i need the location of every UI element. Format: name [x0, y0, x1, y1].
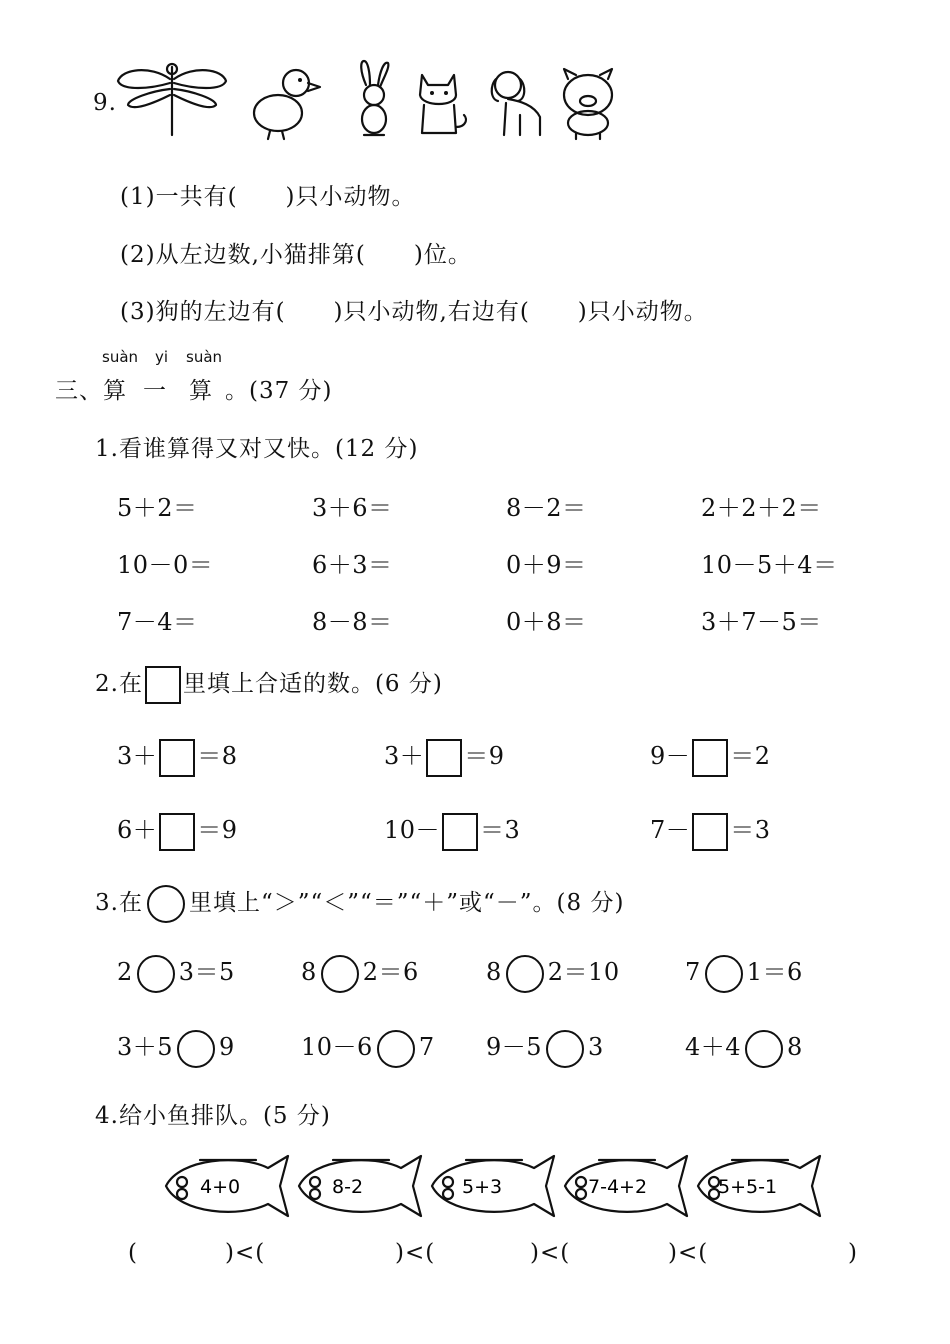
- equation: 0＋9＝: [506, 551, 587, 579]
- part2-title: [95, 665, 443, 704]
- section-prefix: 三、: [55, 378, 103, 404]
- pinyin-2: yi: [155, 348, 169, 366]
- part4-title: 4.给小鱼排队。(5 分): [95, 1103, 331, 1129]
- part3-title-b: 里填上“＞”“＜”“＝”“＋”或“－”。(8 分): [188, 890, 625, 916]
- fish-icon: [432, 1156, 554, 1216]
- q9-item-2: (2)从左边数,小猫排第( )位。: [120, 242, 472, 268]
- compare-item: [117, 1027, 235, 1068]
- question-number: 9.: [93, 90, 117, 116]
- order-paren: )<(: [395, 1240, 436, 1266]
- fill-equation: [117, 736, 238, 777]
- answer-box[interactable]: [426, 739, 462, 777]
- answer-circle[interactable]: [321, 955, 359, 993]
- equation: 8－8＝: [312, 608, 393, 636]
- answer-circle[interactable]: [705, 955, 743, 993]
- equation: 6＋3＝: [312, 551, 393, 579]
- eq-left: 7－: [650, 816, 691, 844]
- compare-item: [301, 1027, 435, 1068]
- fish-label: 5+5-1: [718, 1176, 778, 1198]
- fish-label: 7-4+2: [588, 1176, 648, 1198]
- fill-equation: [650, 810, 771, 851]
- equation: 2＋2＋2＝: [701, 494, 822, 522]
- fish-row: [160, 1150, 830, 1225]
- eq-left: 6＋: [117, 816, 158, 844]
- fish-icon: [299, 1156, 421, 1216]
- cmp-right: 1＝6: [746, 958, 803, 986]
- q9-item-1: (1)一共有( )只小动物。: [120, 184, 416, 210]
- fish-label: 8-2: [332, 1176, 364, 1198]
- equation: 10－5＋4＝: [701, 551, 838, 579]
- animal-row: [110, 55, 650, 145]
- fill-equation: [384, 736, 505, 777]
- cmp-left: 8: [301, 958, 317, 986]
- eq-right: ＝9: [464, 742, 505, 770]
- answer-box[interactable]: [692, 813, 728, 851]
- cmp-left: 9－5: [486, 1033, 543, 1061]
- compare-item: [301, 952, 419, 993]
- fill-equation: [384, 810, 520, 851]
- fish-label: 4+0: [200, 1176, 241, 1198]
- eq-right: ＝8: [197, 742, 238, 770]
- eq-left: 3＋: [384, 742, 425, 770]
- fill-equation: [117, 810, 238, 851]
- cat-icon: [420, 75, 466, 133]
- cmp-left: 7: [685, 958, 701, 986]
- equation: 8－2＝: [506, 494, 587, 522]
- part1-title: 1.看谁算得又对又快。(12 分): [95, 436, 419, 462]
- answer-box[interactable]: [692, 739, 728, 777]
- dragonfly-icon: [118, 64, 226, 135]
- compare-item: [486, 952, 620, 993]
- part3-title: [95, 884, 624, 923]
- part3-title-a: 3.在: [95, 890, 143, 916]
- part2-title-b: 里填上合适的数。(6 分): [182, 671, 443, 697]
- answer-circle[interactable]: [506, 955, 544, 993]
- answer-box[interactable]: [159, 739, 195, 777]
- cmp-left: 10－6: [301, 1033, 373, 1061]
- eq-right: ＝9: [197, 816, 238, 844]
- equation: 3＋7－5＝: [701, 608, 822, 636]
- answer-circle[interactable]: [546, 1030, 584, 1068]
- blank-box-icon: [145, 666, 181, 704]
- part2-title-a: 2.在: [95, 671, 143, 697]
- eq-left: 9－: [650, 742, 691, 770]
- title-char-2: 一: [143, 378, 167, 404]
- cmp-left: 4＋4: [685, 1033, 742, 1061]
- answer-circle[interactable]: [745, 1030, 783, 1068]
- dog-icon: [492, 72, 540, 135]
- cmp-right: 2＝10: [547, 958, 620, 986]
- answer-circle[interactable]: [177, 1030, 215, 1068]
- cmp-left: 2: [117, 958, 133, 986]
- equation: 5＋2＝: [117, 494, 198, 522]
- eq-right: ＝3: [480, 816, 521, 844]
- cmp-right: 8: [787, 1033, 803, 1061]
- section-title: [55, 372, 333, 405]
- compare-item: [117, 952, 235, 993]
- cmp-left: 8: [486, 958, 502, 986]
- eq-left: 10－: [384, 816, 441, 844]
- order-paren: )<(: [668, 1240, 709, 1266]
- eq-right: ＝2: [730, 742, 771, 770]
- fish-icon: [698, 1156, 820, 1216]
- cmp-right: 2＝6: [362, 958, 419, 986]
- chick-icon: [254, 70, 320, 139]
- cmp-right: 9: [219, 1033, 235, 1061]
- order-paren: )<(: [530, 1240, 571, 1266]
- title-char-1: 算: [103, 378, 127, 404]
- title-char-3: 算: [189, 378, 213, 404]
- cmp-right: 3: [588, 1033, 604, 1061]
- answer-circle[interactable]: [137, 955, 175, 993]
- cmp-right: 3＝5: [178, 958, 235, 986]
- fish-label: 5+3: [462, 1176, 503, 1198]
- answer-box[interactable]: [442, 813, 478, 851]
- order-paren: (: [128, 1240, 138, 1266]
- order-paren: ): [848, 1240, 858, 1266]
- order-paren: )<(: [225, 1240, 266, 1266]
- fill-equation: [650, 736, 771, 777]
- q9-item-3: (3)狗的左边有( )只小动物,右边有( )只小动物。: [120, 299, 708, 325]
- eq-left: 3＋: [117, 742, 158, 770]
- eq-right: ＝3: [730, 816, 771, 844]
- pinyin-3: suàn: [186, 348, 223, 366]
- equation: 10－0＝: [117, 551, 214, 579]
- equation: 3＋6＝: [312, 494, 393, 522]
- answer-box[interactable]: [159, 813, 195, 851]
- blank-circle-icon: [147, 885, 185, 923]
- compare-item: [685, 952, 803, 993]
- cmp-left: 3＋5: [117, 1033, 174, 1061]
- pig-icon: [564, 69, 612, 139]
- equation: 7－4＝: [117, 608, 198, 636]
- compare-item: [486, 1027, 604, 1068]
- section-suffix: 。(37 分): [225, 378, 333, 404]
- fish-icon: [565, 1156, 687, 1216]
- answer-circle[interactable]: [377, 1030, 415, 1068]
- rabbit-icon: [361, 61, 388, 135]
- pinyin-1: suàn: [102, 348, 139, 366]
- cmp-right: 7: [418, 1033, 435, 1061]
- fish-icon: [166, 1156, 288, 1216]
- equation: 0＋8＝: [506, 608, 587, 636]
- compare-item: [685, 1027, 803, 1068]
